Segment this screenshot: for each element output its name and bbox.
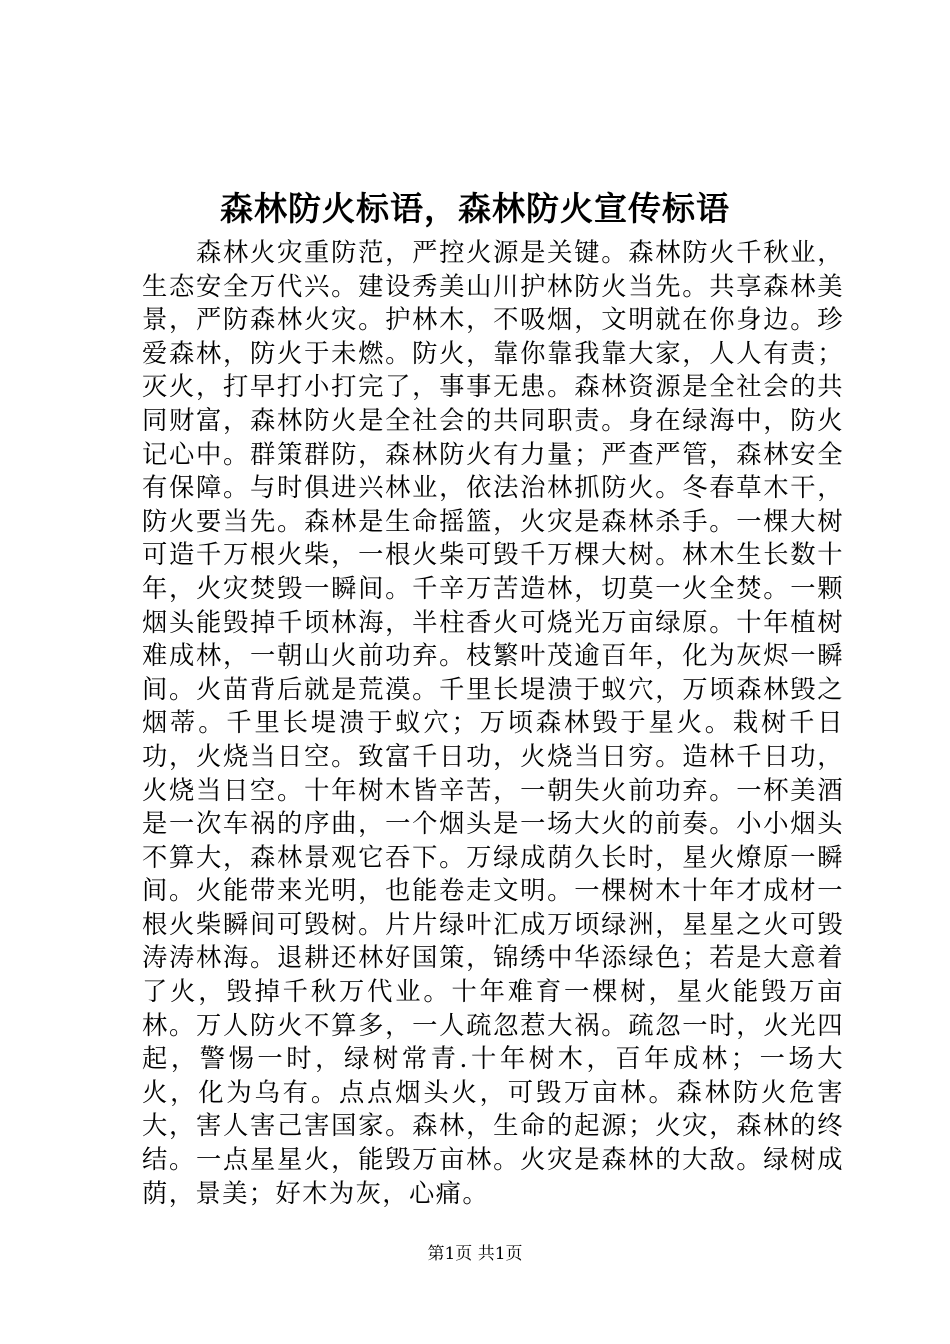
page-footer: 第1页 共1页 (427, 1244, 523, 1264)
document-title: 森林防火标语，森林防火宣传标语 (220, 189, 730, 228)
document-body: 森林火灾重防范，严控火源是关键。森林防火千秋业，生态安全万代兴。建设秀美山川护林防火当先。共享森林美景，严防森林火灾。护林木，不吸烟，文明就在你身边。珍爱森林，防火于未燃。防火，靠你靠我靠大家，人人有责；灭火，打早打小打完了，事事无患。森林资源是全社会的共同财富，森林防火是全社会的共同职责。身在绿海中，防火记心中。群策群防，森林防火有力量；严查严管，森林安全有保障。与时俱进兴林业，依法治林抓防火。冬春草木干，防火要当先。森林是生命摇篮，火灾是森林杀手。一棵大树可造千万根火柴，一根火柴可毁千万棵大树。林木生长数十年，火灾焚毁一瞬间。千辛万苦造林，切莫一火全焚。一颗烟头能毁掉千顷林海，半柱香火可烧光万亩绿原。十年植树难成林，一朝山火前功弃。枝繁叶茂逾百年，化为灰烬一瞬间。火苗背后就是荒漠。千里长堤溃于蚁穴，万顷森林毁之烟蒂。千里长堤溃于蚁穴；万顷森林毁于星火。栽树千日功，火烧当日空。致富千日功，火烧当日穷。造林千日功，火烧当日空。十年树木皆辛苦，一朝失火前功弃。一杯美酒是一次车祸的序曲，一个烟头是一场大火的前奏。小小烟头不算大，森林景观它吞下。万绿成荫久长时，星火燎原一瞬间。火能带来光明，也能卷走文明。一棵树木十年才成材一根火柴瞬间可毁树。片片绿叶汇成万顷绿洲，星星之火可毁涛涛林海。退耕还林好国策，锦绣中华添绿色；若是大意着了火，毁掉千秋万代业。十年难育一棵树，星火能毁万亩林。万人防火不算多，一人疏忽惹大祸。疏忽一时，火光四起，警惕一时，绿树常青.十年树木，百年成林；一场大火，化为乌有。点点烟头火，可毁万亩林。森林防火危害大，害人害己害国家。森林，生命的起源；火灾，森林的终结。一点星星火，能毁万亩林。火灾是森林的大敌。绿树成荫，景美；好木为灰，心痛。 (142, 238, 844, 1208)
